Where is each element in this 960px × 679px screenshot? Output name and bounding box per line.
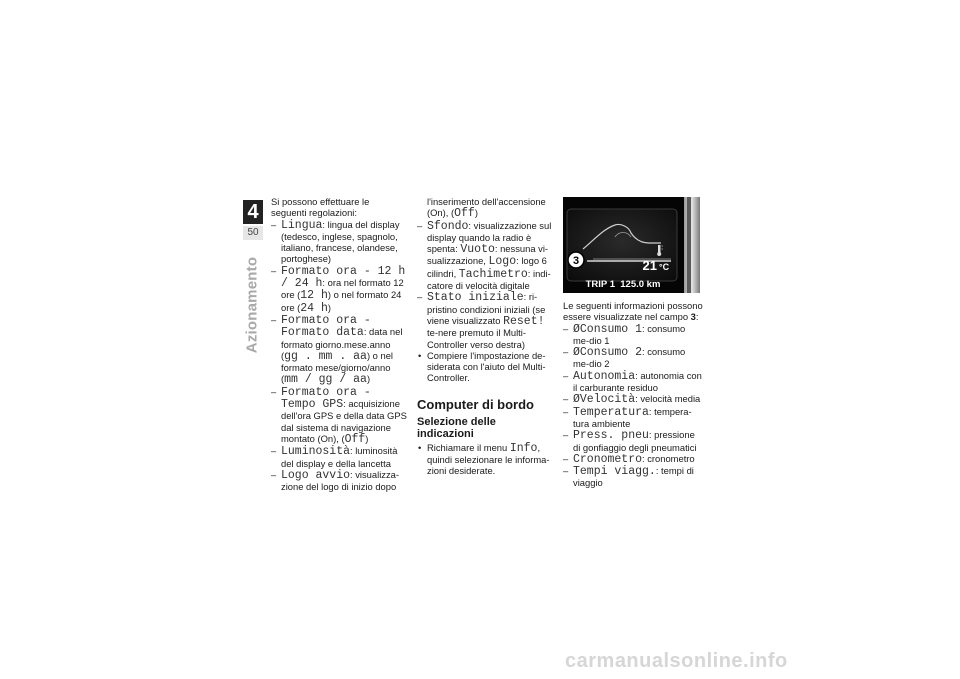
- list-item: – Autonomia: autonomia con il carburante residuo: [563, 370, 703, 394]
- instruction-list: [417, 442, 553, 477]
- column-1: [271, 196, 407, 492]
- display-bezel: [684, 197, 700, 293]
- list-item: • Compiere l'impostazione de-siderata con l'aiuto del Multi-Controller.: [417, 350, 553, 384]
- chapter-number: 4: [243, 200, 263, 224]
- settings-list-2: [417, 220, 553, 384]
- list-item: – Sfondo: visualizzazione sul display quando la radio è spenta: Vuoto: nessuna vi-sualizzazione, Logo: logo 6 cilindri, Tachimetro: indi-catore di velocità digitale: [417, 220, 553, 292]
- list-item: – Press. pneu: pressione di gonfiaggio degli pneumatici: [563, 429, 703, 453]
- list-item: – ØConsumo 1: consumo me-dio 1: [563, 323, 703, 347]
- chapter-title: Azionamento: [243, 256, 261, 354]
- list-item: – Temperatura: tempera-tura ambiente: [563, 406, 703, 430]
- temperature-unit: °C: [659, 262, 670, 272]
- list-item: – Lingua: lingua del display (tedesco, inglese, spagnolo, italiano, francese, olandese, portoghese): [271, 219, 407, 265]
- info-list: [563, 323, 703, 489]
- list-item: – Formato ora - Tempo GPS: acquisizione dell'ora GPS e della data GPS dal sistema di navigazione montato (On), (Off): [271, 386, 407, 445]
- callout-number: 3: [572, 255, 580, 267]
- list-item: – Cronometro: cronometro: [563, 453, 703, 465]
- list-item: • Richiamare il menu Info, quindi selezionare le informa-zioni desiderate.: [417, 442, 553, 477]
- section-heading: Computer di bordo: [417, 396, 534, 412]
- list-item: – Tempi viagg.: tempi di viaggio: [563, 465, 703, 489]
- list-item: – Stato iniziale: ri-pristino condizioni iniziali (se viene visualizzato Reset! te-nere premuto il Multi-Controller verso destra): [417, 291, 553, 349]
- continued-text: l'inserimento dell'accensione (On), (Off): [427, 196, 546, 221]
- display-photo: [563, 197, 700, 293]
- list-item: – Luminosità: luminosità del display e della lancetta: [271, 445, 407, 469]
- column-3: [563, 300, 703, 489]
- trip-readout: TRIP 1 125.0 km: [585, 279, 661, 290]
- settings-list: [271, 219, 407, 493]
- display-illustration: [563, 197, 700, 293]
- list-item: – ØConsumo 2: consumo me-dio 2: [563, 346, 703, 370]
- intro-text: Si possono effettuare le seguenti regolazioni:: [271, 196, 370, 219]
- watermark: carmanualsonline.info: [565, 650, 788, 672]
- temperature-value: 21: [642, 258, 657, 273]
- column-2: [417, 196, 553, 477]
- list-item: – Formato ora - 12 h / 24 h: ora nel formato 12 ore (12 h) o nel formato 24 ore (24 h): [271, 265, 407, 314]
- list-item: – Logo avvio: visualizza-zione del logo di inizio dopo: [271, 469, 407, 493]
- chapter-side-label: [237, 248, 267, 363]
- list-item: – ØVelocità: velocità media: [563, 393, 703, 405]
- list-item: – Formato ora - Formato data: data nel formato giorno.mese.anno (gg . mm . aa) o nel formato mese/giorno/anno (mm / gg / aa): [271, 314, 407, 386]
- intro-text: Le seguenti informazioni possono essere visualizzate nel campo 3:: [563, 300, 703, 323]
- page-number: 50: [243, 226, 263, 240]
- subsection-heading: Selezione delle indicazioni: [417, 415, 496, 440]
